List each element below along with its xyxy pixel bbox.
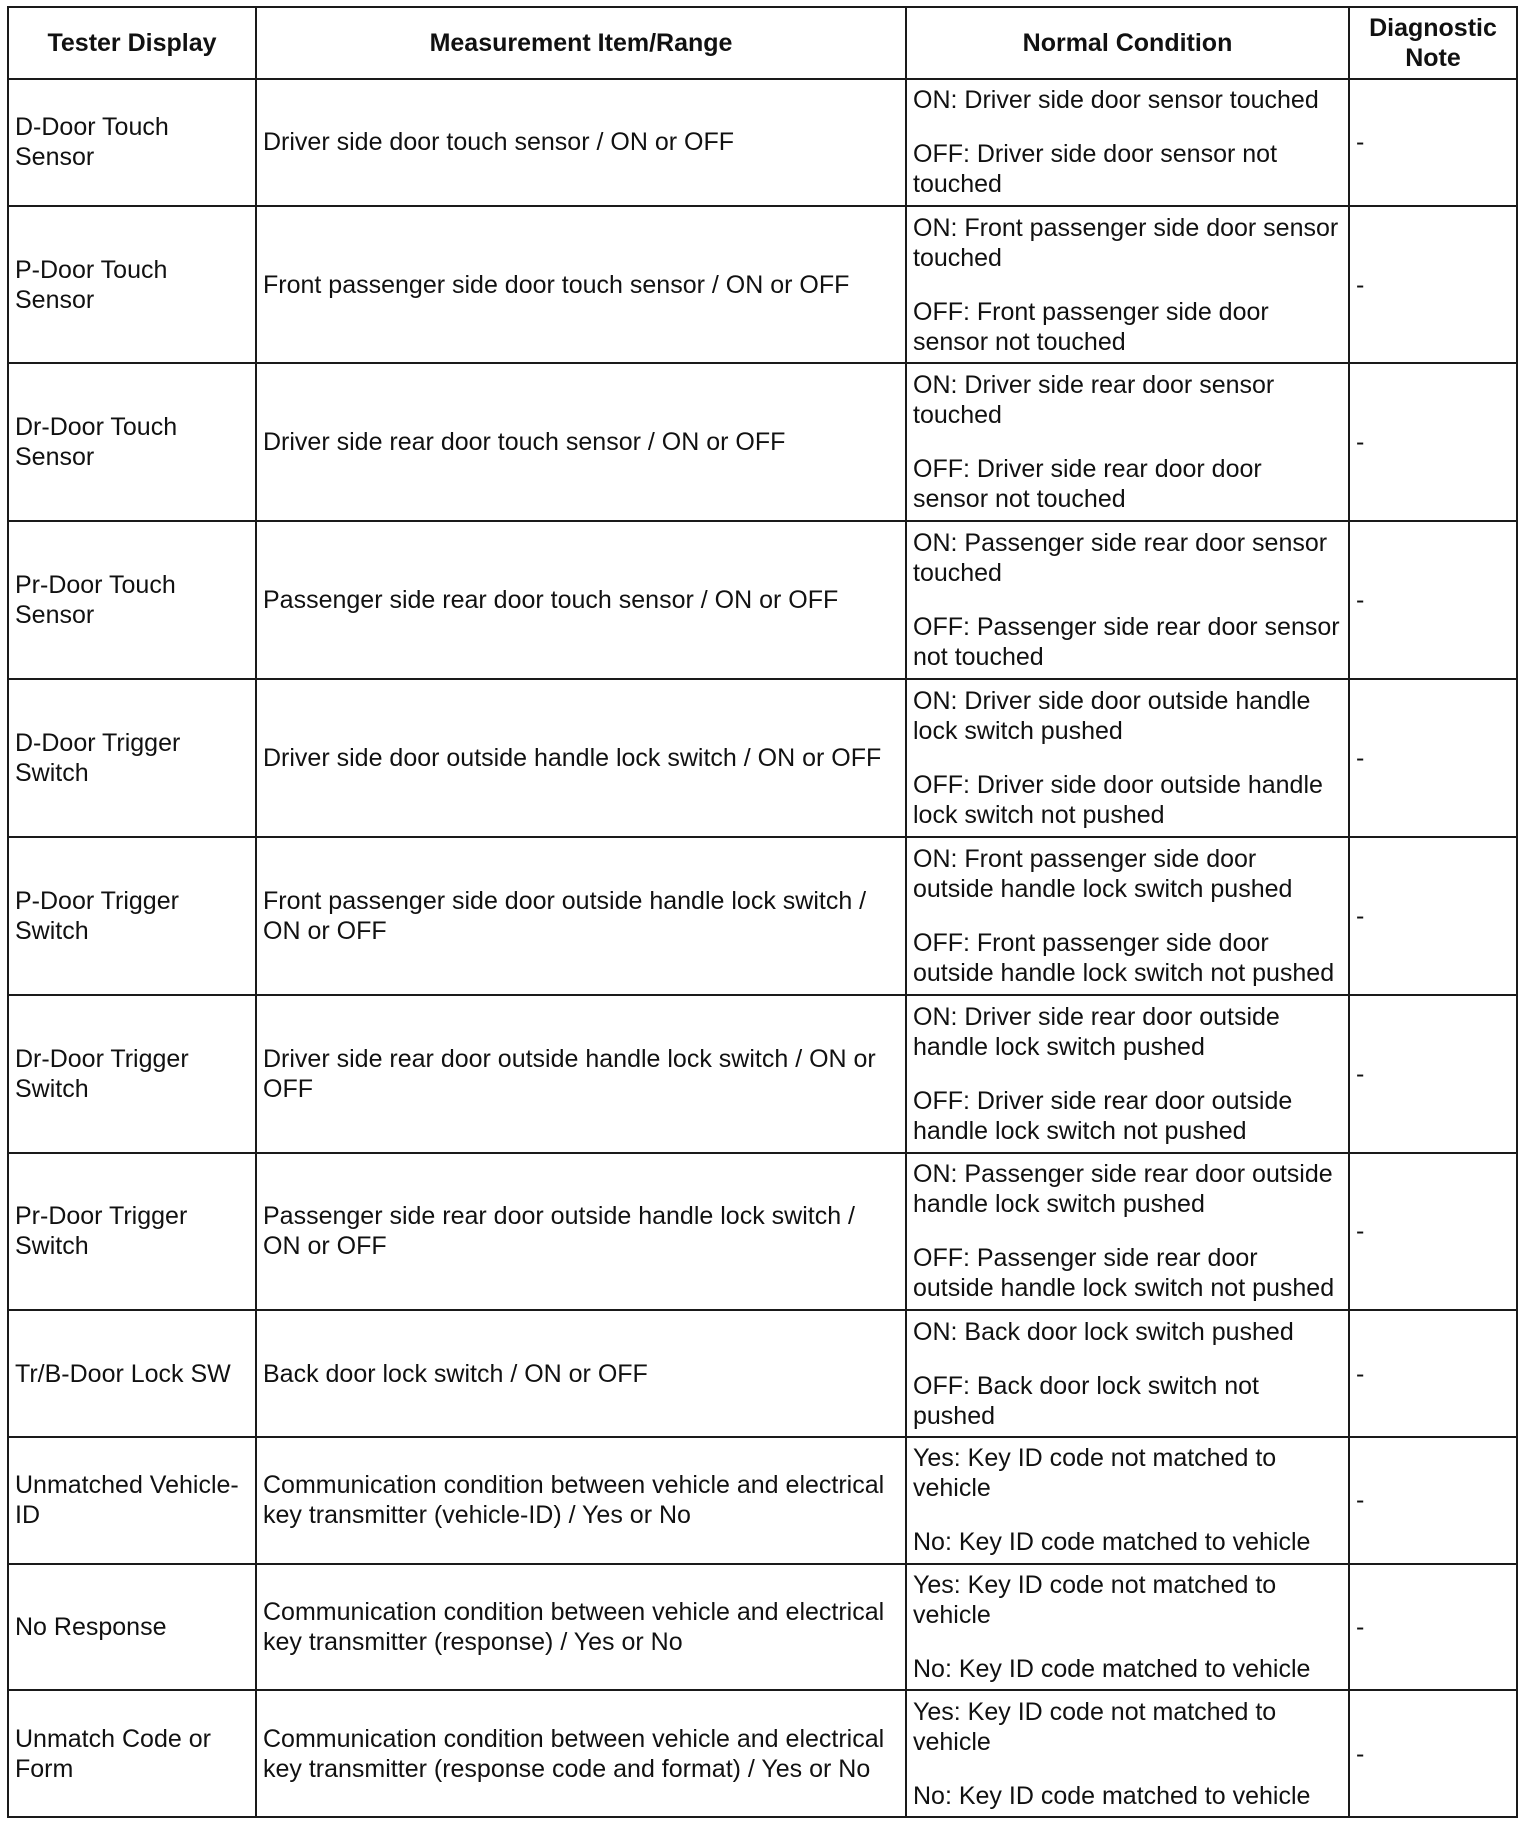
- condition-off-text: OFF: Back door lock switch not pushed: [913, 1371, 1259, 1430]
- measurement-item-cell: Passenger side rear door outside handle lock switch / ON or OFF: [256, 1153, 906, 1311]
- condition-on-text: ON: Driver side door sensor touched: [913, 86, 1319, 115]
- condition-on-text: ON: Driver side rear door sensor touched: [913, 371, 1275, 430]
- normal-condition-cell: [906, 995, 1349, 1153]
- normal-condition-cell: [906, 837, 1349, 995]
- normal-condition-cell: [906, 1153, 1349, 1311]
- diagnostic-note-cell: -: [1349, 1690, 1517, 1817]
- table-row: [8, 1153, 1517, 1311]
- condition-off-text: No: Key ID code matched to vehicle: [913, 1781, 1311, 1810]
- measurement-item-cell: Communication condition between vehicle and electrical key transmitter (response code and format) / Yes or No: [256, 1690, 906, 1817]
- tester-display-cell: Unmatch Code or Form: [8, 1690, 256, 1817]
- tester-display-cell: Tr/B-Door Lock SW: [8, 1310, 256, 1437]
- table-row: [8, 1564, 1517, 1691]
- diagnostic-note-cell: -: [1349, 995, 1517, 1153]
- normal-condition-cell: [906, 521, 1349, 679]
- table-row: [8, 1690, 1517, 1817]
- table-row: [8, 521, 1517, 679]
- condition-off-text: OFF: Driver side door sensor not touched: [913, 140, 1278, 199]
- condition-on-text: ON: Front passenger side door outside handle lock switch pushed: [913, 844, 1293, 903]
- tester-display-cell: D-Door Touch Sensor: [8, 79, 256, 206]
- header-normal-condition: Normal Condition: [906, 7, 1349, 79]
- condition-off-text: OFF: Passenger side rear door outside handle lock switch not pushed: [913, 1244, 1335, 1303]
- table-row: [8, 79, 1517, 206]
- measurement-item-cell: Communication condition between vehicle and electrical key transmitter (vehicle-ID) / Yes or No: [256, 1437, 906, 1564]
- normal-condition-cell: [906, 679, 1349, 837]
- tester-display-cell: Pr-Door Trigger Switch: [8, 1153, 256, 1311]
- diagnostic-note-cell: -: [1349, 1310, 1517, 1437]
- normal-condition-cell: [906, 206, 1349, 364]
- condition-on-text: ON: Back door lock switch pushed: [913, 1317, 1294, 1346]
- header-row: [8, 7, 1517, 79]
- tester-display-cell: P-Door Touch Sensor: [8, 206, 256, 364]
- measurement-item-cell: Driver side rear door touch sensor / ON or OFF: [256, 363, 906, 521]
- diagnostic-note-cell: -: [1349, 521, 1517, 679]
- diagnostic-note-cell: -: [1349, 1437, 1517, 1564]
- measurement-item-cell: Driver side rear door outside handle lock switch / ON or OFF: [256, 995, 906, 1153]
- condition-on-text: ON: Front passenger side door sensor touched: [913, 213, 1339, 272]
- diagnostic-note-cell: -: [1349, 679, 1517, 837]
- table-row: [8, 679, 1517, 837]
- condition-off-text: OFF: Driver side rear door door sensor not touched: [913, 455, 1262, 514]
- header-diagnostic-note: Diagnostic Note: [1349, 7, 1517, 79]
- table-row: [8, 206, 1517, 364]
- measurement-item-cell: Driver side door touch sensor / ON or OFF: [256, 79, 906, 206]
- table-row: [8, 837, 1517, 995]
- tester-display-cell: Dr-Door Touch Sensor: [8, 363, 256, 521]
- measurement-item-cell: Passenger side rear door touch sensor / ON or OFF: [256, 521, 906, 679]
- condition-on-text: ON: Driver side rear door outside handle lock switch pushed: [913, 1002, 1280, 1061]
- diagnostic-note-cell: -: [1349, 206, 1517, 364]
- diagnostic-note-cell: -: [1349, 1564, 1517, 1691]
- measurement-item-cell: Front passenger side door outside handle lock switch / ON or OFF: [256, 837, 906, 995]
- table-row: [8, 1310, 1517, 1437]
- tester-display-cell: Pr-Door Touch Sensor: [8, 521, 256, 679]
- tester-display-cell: P-Door Trigger Switch: [8, 837, 256, 995]
- condition-off-text: No: Key ID code matched to vehicle: [913, 1654, 1311, 1683]
- header-tester-display: Tester Display: [8, 7, 256, 79]
- condition-on-text: ON: Driver side door outside handle lock switch pushed: [913, 686, 1311, 745]
- normal-condition-cell: [906, 1690, 1349, 1817]
- data-monitor-table: [7, 6, 1518, 1818]
- measurement-item-cell: Front passenger side door touch sensor / ON or OFF: [256, 206, 906, 364]
- tester-display-cell: Unmatched Vehicle-ID: [8, 1437, 256, 1564]
- diagnostic-note-cell: -: [1349, 1153, 1517, 1311]
- normal-condition-cell: [906, 1310, 1349, 1437]
- condition-off-text: OFF: Driver side door outside handle lock switch not pushed: [913, 770, 1323, 829]
- tester-display-cell: No Response: [8, 1564, 256, 1691]
- condition-off-text: OFF: Passenger side rear door sensor not touched: [913, 613, 1340, 672]
- measurement-item-cell: Driver side door outside handle lock switch / ON or OFF: [256, 679, 906, 837]
- table-row: [8, 995, 1517, 1153]
- condition-on-text: Yes: Key ID code not matched to vehicle: [913, 1697, 1277, 1756]
- normal-condition-cell: [906, 79, 1349, 206]
- table-row: [8, 363, 1517, 521]
- condition-on-text: ON: Passenger side rear door sensor touched: [913, 529, 1328, 588]
- measurement-item-cell: Communication condition between vehicle and electrical key transmitter (response) / Yes or No: [256, 1564, 906, 1691]
- diagnostic-note-cell: -: [1349, 79, 1517, 206]
- normal-condition-cell: [906, 1437, 1349, 1564]
- condition-on-text: Yes: Key ID code not matched to vehicle: [913, 1570, 1277, 1629]
- tester-display-cell: Dr-Door Trigger Switch: [8, 995, 256, 1153]
- diagnostic-note-cell: -: [1349, 363, 1517, 521]
- normal-condition-cell: [906, 1564, 1349, 1691]
- measurement-item-cell: Back door lock switch / ON or OFF: [256, 1310, 906, 1437]
- table-row: [8, 1437, 1517, 1564]
- diagnostic-note-cell: -: [1349, 837, 1517, 995]
- condition-off-text: No: Key ID code matched to vehicle: [913, 1528, 1311, 1557]
- condition-off-text: OFF: Front passenger side door outside handle lock switch not pushed: [913, 928, 1335, 987]
- condition-off-text: OFF: Driver side rear door outside handle lock switch not pushed: [913, 1086, 1293, 1145]
- condition-on-text: ON: Passenger side rear door outside handle lock switch pushed: [913, 1160, 1333, 1219]
- header-measurement-item: Measurement Item/Range: [256, 7, 906, 79]
- normal-condition-cell: [906, 363, 1349, 521]
- condition-on-text: Yes: Key ID code not matched to vehicle: [913, 1444, 1277, 1503]
- tester-display-cell: D-Door Trigger Switch: [8, 679, 256, 837]
- condition-off-text: OFF: Front passenger side door sensor not touched: [913, 297, 1269, 356]
